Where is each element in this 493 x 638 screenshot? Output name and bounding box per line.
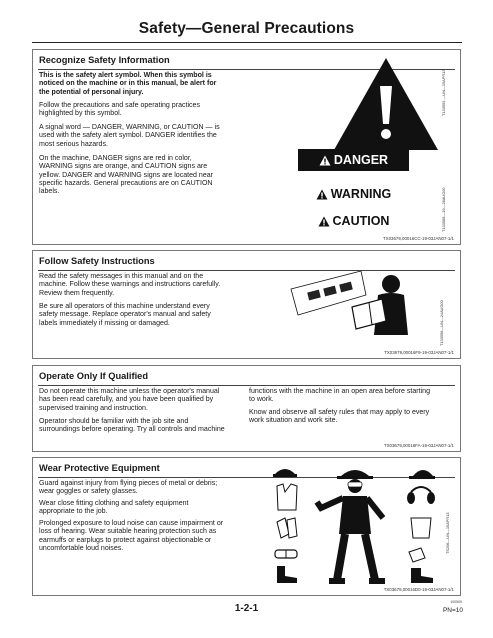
alert-triangle-icon [316,189,328,200]
heading-rule [38,385,455,386]
warning-label: WARNING [330,187,392,201]
reference-code: TX03679,00016FA-19-03JAN07-1/1 [383,443,454,448]
protective-equipment-illustration-icon [271,462,439,588]
paragraph: Follow the precautions and safe operating practices highlighted by this symbol. [39,102,200,118]
caution-label: CAUTION [332,214,390,228]
paragraph: On the machine, DANGER signs are red in color, WARNING signs are orange, and CAUTION signs are yellow. DANGER and WARNING signs are located near specific hazards. General precautions are on CAUTION labels. [39,155,214,196]
section-protective-equipment [32,457,461,596]
image-reference: TS206—UN—15APR13 [445,512,450,554]
paragraph: Be sure all operators of this machine understand every safety message. Replace operator's manual and safety labels immediately if missing or damaged. [39,303,211,327]
paragraph: Read the safety messages in this manual and on the machine. Follow these warnings and instructions carefully. Review them frequently. [39,273,221,297]
section-follow-instructions [32,250,461,359]
alert-triangle-icon [318,216,330,227]
paragraph: Wear close fitting clothing and safety equipment appropriate to the job. [39,500,189,516]
section-recognize-safety [32,49,461,245]
warning-sign [298,185,409,203]
section-heading: Operate Only If Qualified [39,371,149,381]
page-title: Safety—General Precautions [138,20,355,37]
title-divider [32,42,462,43]
paragraph: Know and observe all safety rules that may apply to every work situation and work site. [249,409,430,425]
operator-reading-manual-icon [286,265,436,337]
paragraph: A signal word — DANGER, WARNING, or CAUTION — is used with the safety alert symbol. DANGER identifies the most serious hazards. [39,124,220,148]
danger-sign [298,149,409,171]
footer-code: 100509 [450,600,462,604]
image-reference: T133555 —UN—15APR13 [441,69,446,116]
image-reference: T133588—19—28AUG00 [441,187,446,232]
section-heading: Wear Protective Equipment [39,463,160,473]
section-heading: Follow Safety Instructions [39,256,155,266]
paragraph: Guard against injury from flying pieces of metal or debris; wear goggles or safety glasses. [39,480,218,496]
reference-code: TX03679,00016F9-19-03JAN07-1/1 [384,350,454,355]
paragraph: Prolonged exposure to loud noise can cause impairment or loss of hearing. Wear suitable hearing protection such as earmuffs or earplugs to protect against objectionable or uncomfortable loud noises. [39,520,224,552]
reference-code: TX03679,00016D0-19-03JAN07-1/1 [383,587,454,592]
section-operate-qualified [32,365,461,452]
pn-label: PN=10 [442,607,463,614]
paragraph: Operator should be familiar with the job site and surroundings before operating. Try all controls and machine [39,418,225,434]
paragraph: Do not operate this machine unless the operator's manual has been read carefully, and you have been qualified by supervised training and instruction. [39,388,220,412]
danger-label: DANGER [333,153,389,167]
image-reference: T133556—UN—24AUG00 [439,300,444,346]
page-number: 1-2-1 [234,603,259,614]
caution-sign [298,212,409,230]
reference-code: TX03679,00016CC-19-03JAN07-1/1 [382,236,454,241]
paragraph: functions with the machine in an open area before starting to work. [249,388,430,404]
alert-triangle-icon [319,155,331,166]
intro-text: This is the safety alert symbol. When this symbol is noticed on the machine or in this manual, be alert for the potential of personal injury. [39,72,217,96]
section-heading: Recognize Safety Information [39,55,170,65]
safety-alert-symbol-icon [332,56,440,152]
